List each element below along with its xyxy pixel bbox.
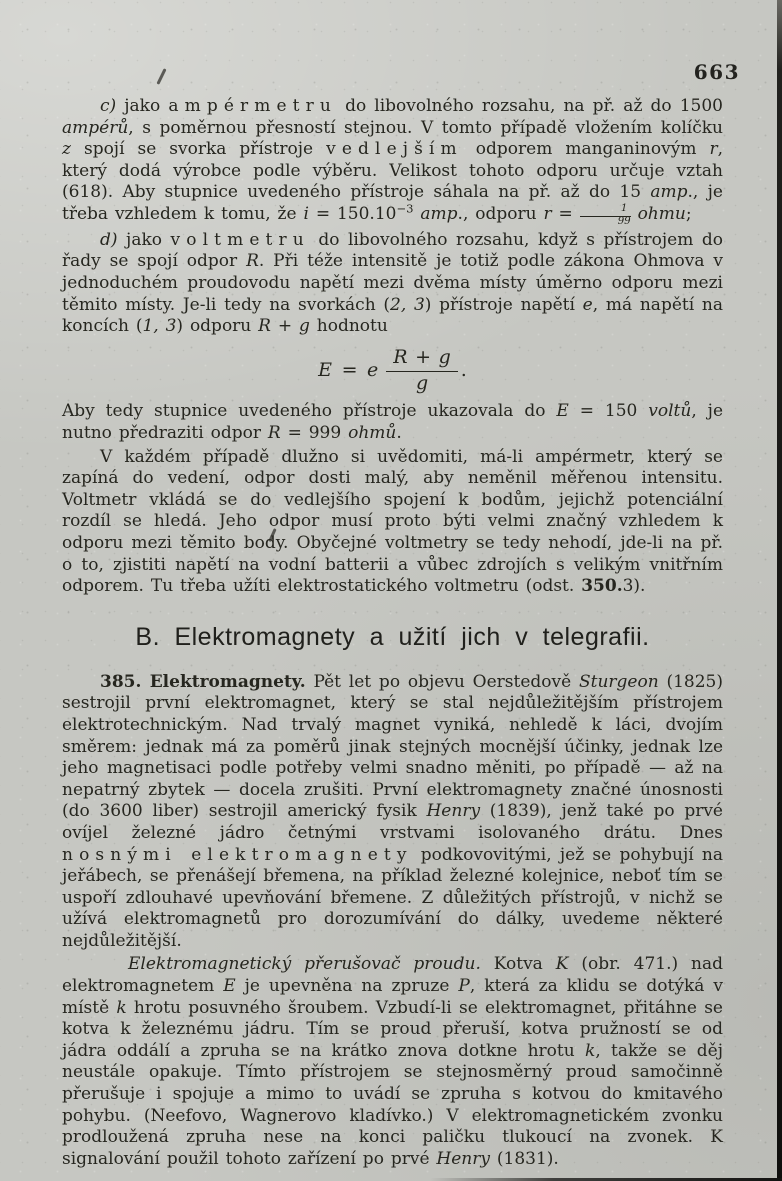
stray-ink-mark bbox=[156, 68, 166, 85]
text-segment: (1831). bbox=[490, 1148, 559, 1169]
text-segment: ; bbox=[685, 203, 692, 224]
text-segment: hrotu posuvného šroubem. Vzbudí-li se elektromagnet, přitáhne se kotva k železnému jádru. Tím se proud přeruší, kotva pružností se od jádra oddálí a zpruha se na krátko znova dotkne hrotu bbox=[62, 997, 723, 1061]
page-number: 663 bbox=[693, 60, 740, 84]
paragraph-measurement-note bbox=[62, 447, 723, 598]
text-segment: ., odporu bbox=[457, 203, 544, 224]
text-segment: i bbox=[303, 203, 309, 224]
text-segment: k bbox=[116, 997, 127, 1018]
text-segment: ohmů bbox=[348, 423, 397, 444]
display-formula bbox=[62, 347, 723, 395]
text-segment: E bbox=[556, 401, 569, 422]
text-segment: , která za klidu se dotýká v místě bbox=[62, 976, 723, 1018]
text-segment: Elektromagnetický přerušovač proudu. bbox=[128, 954, 481, 975]
text-segment: e bbox=[582, 294, 593, 315]
text-segment: = 150 bbox=[568, 401, 649, 422]
text-segment: Kotva bbox=[480, 954, 556, 975]
text-segment: k bbox=[585, 1040, 596, 1061]
paragraph-385-electromagnets bbox=[62, 672, 723, 953]
text-segment: , je nutno předraziti odpor bbox=[62, 401, 723, 444]
text-segment: r bbox=[709, 139, 718, 160]
text-segment bbox=[631, 204, 638, 224]
text-segment: do libovolného rozsahu, když s přístrojem do řady se spojí odpor bbox=[62, 229, 723, 272]
formula-fraction bbox=[386, 347, 457, 395]
text-segment: amp bbox=[650, 182, 688, 203]
text-segment: 350. bbox=[581, 576, 623, 597]
text-segment: (obr. 471.) nad elektromagnetem bbox=[62, 954, 724, 997]
section-heading: B. Elektromagnety a užití jich v telegrafii. bbox=[135, 622, 650, 651]
text-segment: ampérů bbox=[62, 117, 129, 138]
text-segment: c) bbox=[100, 96, 117, 116]
text-segment: jako bbox=[117, 229, 171, 250]
text-segment: odporem manganinovým bbox=[462, 139, 710, 160]
paragraph-scale-note bbox=[62, 401, 723, 444]
text-segment: . Při téže intensitě je totiž podle zákona Ohmova v jednoduchém proudovodu napětí mezi dvěma místy úměrno odporu mezi těmito místy. Je-li tedy na svorkách ( bbox=[62, 251, 723, 315]
text-segment: R bbox=[246, 251, 259, 272]
text-segment: , s poměrnou přesností stejnou. V tomto případě vložením kolíčku bbox=[128, 117, 723, 138]
text-segment: , který dodá výrobce podle výběru. Velikost tohoto odporu určuje vztah (618). Aby stupnice uvedeného přístroje sáhala na př. až do 15 bbox=[62, 139, 723, 203]
text-segment: Sturgeon bbox=[578, 671, 659, 692]
text-segment: ., je třeba vzhledem k tomu, že bbox=[62, 182, 723, 224]
text-segment: amp bbox=[420, 203, 458, 224]
text-segment: , má napětí na koncích ( bbox=[62, 294, 723, 337]
text-segment: 1, 3 bbox=[142, 316, 177, 337]
text-segment: = 999 bbox=[280, 423, 349, 444]
text-segment: = 150.10 bbox=[308, 203, 397, 224]
paragraph-d-voltmeter bbox=[62, 230, 723, 338]
text-segment: (1839), jenž také po prvé ovíjel železné jádro četnými vrstvami isolovaného drátu. Dnes bbox=[62, 801, 723, 843]
paragraph-current-interrupter bbox=[62, 954, 723, 1170]
text-segment: je upevněna na zpruze bbox=[235, 976, 459, 997]
text-segment: P bbox=[458, 976, 470, 997]
text-segment: voltů bbox=[648, 401, 692, 422]
text-segment: spojí se svorka přístroje bbox=[70, 139, 327, 160]
text-segment: vedlejším bbox=[326, 139, 463, 160]
text-segment: K bbox=[555, 954, 569, 975]
text-segment: Henry bbox=[426, 801, 481, 822]
text-segment: V každém případě dlužno si uvědomiti, má-li ampérmetr, který se zapíná do vedení, odpor dosti malý, aby neměnil měřenou intensitu. Voltmetr vkládá se do vedlejšího spojení k bodům, jejichž potenciální rozdíl se hledá. Jeho odpor musí proto býti velmi značný vzhledem k odporu mezi těmito body. Obyčejné voltmetry se tedy nehodí, jde-li na př. o to, zjistiti napětí na vodní batterii a vůbec zdrojích s velikým vnitřním odporem. Tu třeba užíti elektrostatického voltmetru (odst. bbox=[62, 446, 723, 597]
text-segment: nosnými elektromagnety bbox=[62, 844, 413, 865]
text-segment: Aby tedy stupnice uvedeného přístroje ukazovala do bbox=[62, 401, 557, 422]
text-segment: ohmu bbox=[637, 203, 686, 224]
text-segment: do libovolného rozsahu, na př. až do 1500 bbox=[336, 96, 724, 116]
text-segment: Henry bbox=[436, 1148, 490, 1169]
text-segment: jako bbox=[116, 96, 169, 116]
text-segment: hodnotu bbox=[309, 316, 388, 337]
text-segment: ) odporu bbox=[176, 316, 259, 337]
text-segment: E bbox=[223, 976, 236, 997]
text-block bbox=[62, 96, 723, 1172]
formula-denominator: g bbox=[415, 371, 429, 394]
text-segment: z bbox=[62, 139, 71, 160]
formula-lhs: E = e bbox=[318, 358, 380, 381]
text-segment: . bbox=[396, 423, 402, 444]
text-segment: 3). bbox=[622, 576, 646, 597]
text-segment: 2, 3 bbox=[390, 294, 425, 315]
text-segment: d) bbox=[100, 229, 118, 250]
formula-period: . bbox=[460, 358, 467, 381]
text-segment: R + g bbox=[258, 316, 310, 337]
text-segment: 385. Elektromagnety. bbox=[100, 671, 306, 692]
text-segment: r bbox=[543, 203, 552, 224]
text-segment: ampérmetru bbox=[168, 96, 337, 116]
fraction-numerator: 1 bbox=[580, 204, 631, 216]
text-segment: , takže se děj neustále opakuje. Tímto přístrojem se stejnosměrný proud samočinně přerušuje i spojuje a mimo to uvádí se zpruha s kotvou do kmitavého pohybu. (Neefovo, Wagnerovo kladívko.) V elektromagnetickém zvonku prodloužená zpruha nese na konci paličku tlukoucí na zvonek. K signalování použil tohoto zařízení po prvé bbox=[62, 1040, 723, 1169]
text-segment: (1825) sestrojil první elektromagnet, který se stal nejdůležitějším přístrojem elektrotechnickým. Nad trvalý magnet vyniká, nehledě k láci, dvojím směrem: jednak má za poměrů jinak stejných mocnější účinky, jednak lze jeho magnetisaci podle potřeby velmi snadno měniti, po případě — až na nepatrný zbytek — docela zrušiti. První elektromagnety značné únosnosti (do 3600 liber) sestrojil americký fysik bbox=[62, 671, 723, 822]
text-segment: podkovovitými, jež se pohybují na jeřábech, se přenášejí břemena, na příklad železné kolejnice, neboť tím se uspoří zdlouhavé upevňování břemene. Z důležitých přístrojů, v nichž se užívá elektromagnetů pro dorozumívání do dálky, uvedeme některé nejdůležitější. bbox=[62, 844, 723, 951]
text-segment: voltmetru bbox=[170, 229, 310, 250]
text-segment: = bbox=[551, 203, 580, 224]
paragraph-c-ammeter bbox=[62, 96, 723, 228]
fraction-denominator: 99 bbox=[617, 216, 631, 228]
text-segment: Pět let po objevu Oerstedově bbox=[305, 671, 579, 692]
text-segment: −3 bbox=[396, 201, 414, 216]
formula-numerator: R + g bbox=[386, 347, 457, 372]
text-segment: ) přístroje napětí bbox=[424, 294, 583, 315]
scan-edge-right bbox=[777, 0, 782, 1181]
inline-fraction bbox=[580, 204, 631, 227]
text-segment: R bbox=[267, 423, 281, 444]
